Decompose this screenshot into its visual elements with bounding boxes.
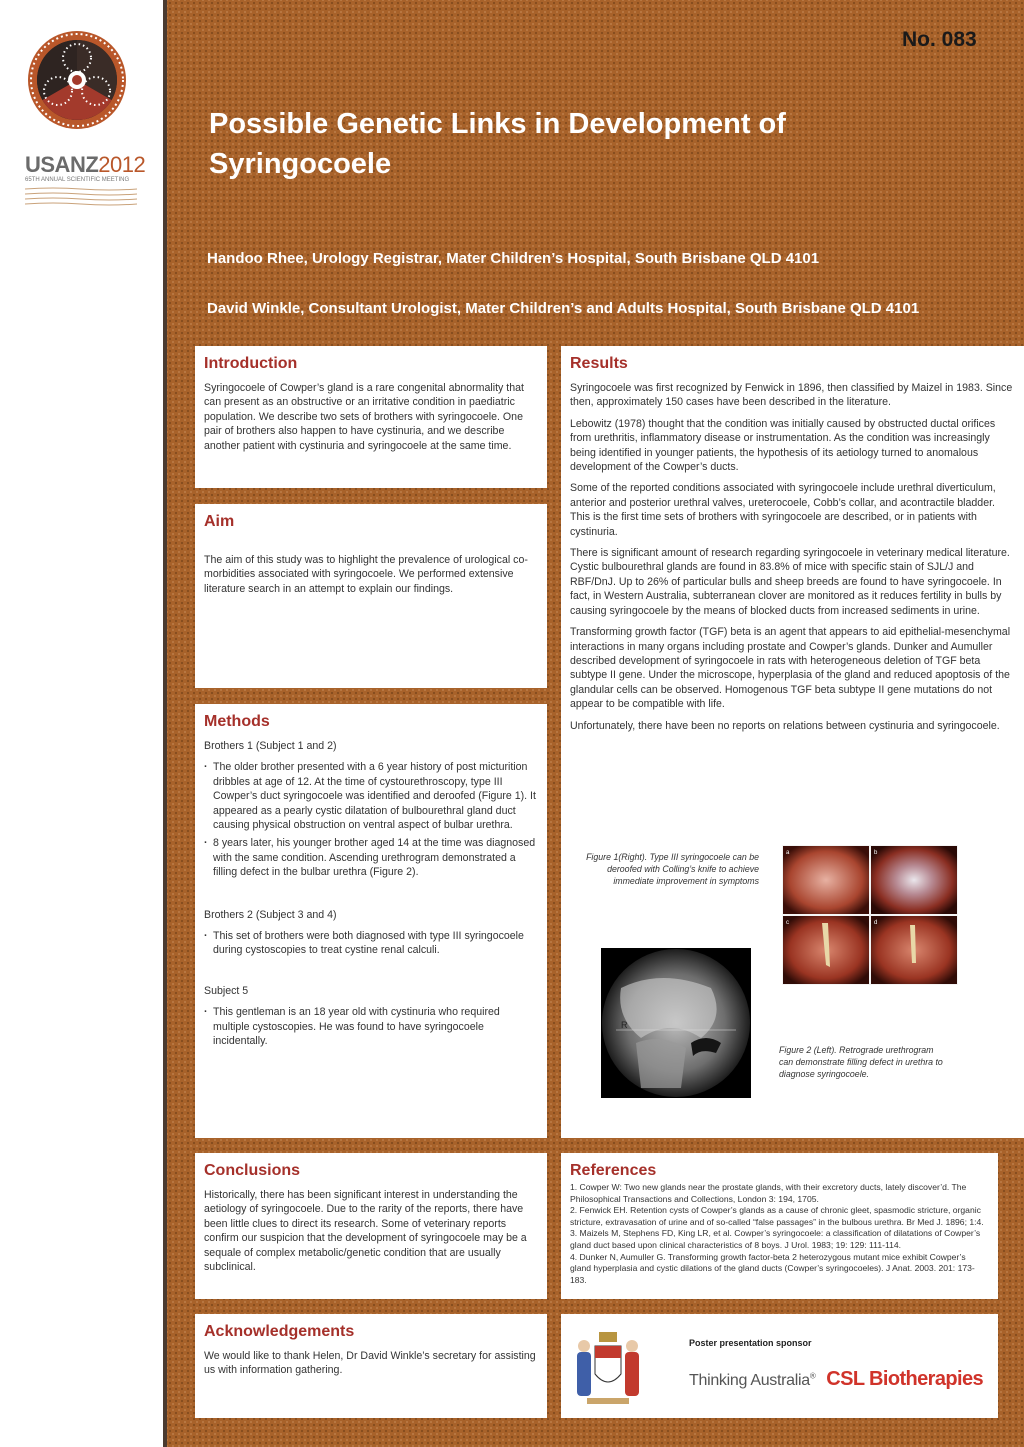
methods-group1-list <box>204 760 538 879</box>
results-paragraph: Lebowitz (1978) thought that the condition was initially caused by obstructed ductal orifices from urethritis, inflammatory disease or instrumentation. As the condition was increasingly being identified in younger patients, the hypothesis of its aetiology turned to anomalous development of the Cowper’s ducts. <box>570 417 996 474</box>
list-item: · The older brother presented with a 6 year history of post micturition dribbles at age of 12. At the time of cystourethroscopy, type III Cowper’s duct syringocoele was identified and deroofed (Figure 1). It appeared as a pearly cystic dilatation of bulbourethral gland duct causing physical obstruction on ventral aspect of bulbar urethra. <box>204 760 538 832</box>
author-2: David Winkle, Consultant Urologist, Mater Children’s and Adults Hospital, South Brisbane QLD 4101 <box>207 300 920 317</box>
references-panel <box>561 1153 998 1299</box>
reference-item: 2. Fenwick EH. Retention cysts of Cowper’s glands as a cause of chronic gleet, spasmodic stricture, organic stricture, extravasation of urine and of so-called “false passages” in the bulbous urethra. Br Med J. 1896; 1:4. <box>570 1205 984 1227</box>
list-item: · 8 years later, his younger brother aged 14 at the time was diagnosed with the same condition. Ascending urethrogram demonstrated a filling defect in the bulbar urethra (Figure 2). <box>204 836 538 879</box>
methods-group2-title: Brothers 2 (Subject 3 and 4) <box>204 908 337 921</box>
usanz-logo-text: USANZ2012 <box>25 152 146 177</box>
figure1-endoscopy-image <box>782 845 958 985</box>
poster-number: No. 083 <box>902 28 977 51</box>
methods-group3-list <box>204 1005 538 1048</box>
introduction-text: Syringocoele of Cowper’s gland is a rare congenital abnormality that can present as an obstructive or an irritative condition in paediatric population. We describe two sets of brothers with syringocoele. One pair of brothers also happen to have cystinuria, and we describe another patient with cystinuria and syringocoele at the same time. <box>204 382 524 452</box>
list-item: · This gentleman is an 18 year old with cystinuria who required multiple cystoscopies. He was found to have syringocoele incidentally. <box>204 1005 538 1048</box>
aim-heading: Aim <box>204 513 235 530</box>
methods-panel <box>195 704 547 1138</box>
conclusions-panel <box>195 1153 547 1299</box>
methods-heading: Methods <box>204 713 270 730</box>
sponsor-brand: CSL Biotherapies <box>826 1368 983 1390</box>
list-item: · This set of brothers were both diagnosed with type III syringocoele during cystoscopies to treat cystine renal calculi. <box>204 929 538 958</box>
sponsor-registered-mark: ® <box>809 1371 816 1381</box>
figure1-panel-label: a <box>786 850 790 856</box>
introduction-panel <box>195 346 547 488</box>
decorative-wave-lines-icon <box>25 186 137 206</box>
conclusions-text: Historically, there has been significant interest in understanding the aetiology of syringocoele. Due to the rarity of the reports, there have been little clues to direct its research. Some of veterinary reports confirm our suspicion that the development of syringocoele may be a sequale of complex metabolic/genetic condition that are usually subclinical. <box>204 1189 527 1274</box>
left-margin <box>0 0 163 1447</box>
figure1-caption: Figure 1(Right). Type III syringocoele can be deroofed with Colling’s knife to achieve immediate improvement in symptoms <box>586 852 759 886</box>
figure1-panel-label: c <box>786 920 789 926</box>
figure1-panel-label: d <box>874 920 878 926</box>
figure2-caption: Figure 2 (Left). Retrograde urethrogram can demonstrate filling defect in urethra to diagnose syringocoele. <box>779 1045 943 1079</box>
usanz-logo-emblem <box>25 28 129 132</box>
results-paragraph: Some of the reported conditions associated with syringocoele include urethral diverticulum, anterior and posterior urethral valves, ureterocoele, Cobb’s collar, and acontractile bladder. This is the first time sets of brothers with syringocoele are described, or in patients with cystinuria. <box>570 482 996 538</box>
methods-group3-title: Subject 5 <box>204 984 249 997</box>
author-1: Handoo Rhee, Urology Registrar, Mater Children’s Hospital, South Brisbane QLD 4101 <box>207 250 820 267</box>
usanz-logo-subtitle: 65TH ANNUAL SCIENTIFIC MEETING <box>25 177 130 183</box>
results-paragraph: There is significant amount of research regarding syringocoele in veterinary medical literature. Cystic bulbourethral glands are found in 83.8% of mice with specific stain of SJL/J and RBF/DnJ. Up to 26% of particular bulls and sheep breeds are found to have syringocoele. In fact, in Western Australia, subterranean clover are monitored as it reduces fertility in bulls by causing syringocoele by the means of blocked ducts from increased sediments in urine. <box>570 547 1010 617</box>
reference-item: 4. Dunker N, Aumuller G. Transforming growth factor-beta 2 heterozygous mutant mice exhibit Cowper’s gland hyperplasia and cystic dilations of the gland ducts (Cowper’s syringocoeles). J Anat. 2003. 201: 173-183. <box>570 1251 975 1285</box>
introduction-heading: Introduction <box>204 355 298 372</box>
conclusions-heading: Conclusions <box>204 1162 301 1179</box>
aim-text: The aim of this study was to highlight the prevalence of urological co-morbidities associated with syringocoele. We performed extensive literature search in an attempt to explain our findings. <box>204 554 528 595</box>
references-heading: References <box>570 1162 657 1179</box>
figure1-panel-label: b <box>874 850 878 856</box>
figure2-urethrogram-image <box>601 948 751 1098</box>
sponsor-logo <box>689 1368 983 1391</box>
results-paragraph: Transforming growth factor (TGF) beta is an agent that appears to aid epithelial-mesenchymal interactions in many organs including prostate and Cowper’s glands. Dunker and Aumuller described development of syringocoele in rats with heterogeneous deletion of TGF beta subtype II gene. Under the microscope, hyperplasia of the gland and reduced apoptosis of the glandular cells can be observed. Homogenous TGF beta subtype II gene mutations do not appear to be compatible with life. <box>570 626 1011 711</box>
figure2-xray <box>601 948 751 1098</box>
results-paragraph: Syringocoele was first recognized by Fenwick in 1896, then classified by Maizel in 1983. Since then, approximately 150 cases have been described in the literature. <box>570 382 1013 409</box>
methods-group2-list <box>204 929 538 958</box>
results-heading: Results <box>570 355 628 372</box>
sponsor-panel <box>561 1314 998 1418</box>
sponsor-tagline: Thinking Australia <box>689 1372 810 1389</box>
methods-group1-title: Brothers 1 (Subject 1 and 2) <box>204 740 337 752</box>
results-paragraph: Unfortunately, there have been no reports on relations between cystinuria and syringocoele. <box>570 719 1000 732</box>
acknowledgements-text: We would like to thank Helen, Dr David Winkle’s secretary for assisting us with information gathering. <box>204 1350 536 1377</box>
sponsor-label: Poster presentation sponsor <box>689 1338 812 1348</box>
figure1-panels <box>782 845 958 985</box>
acknowledgements-panel <box>195 1314 547 1418</box>
reference-item: 1. Cowper W: Two new glands near the prostate glands, with their excretory ducts, lately discover’d. The Philosophical Transactions and Collections, London 3: 194, 1705. <box>570 1182 967 1204</box>
acknowledgements-heading: Acknowledgements <box>204 1323 355 1340</box>
figure2-marker: R <box>621 1020 628 1030</box>
aim-panel <box>195 504 547 688</box>
coat-of-arms-icon <box>573 1324 643 1408</box>
poster-title: Possible Genetic Links in Development of Syringocoele <box>209 108 786 180</box>
reference-item: 3. Maizels M, Stephens FD, King LR, et al. Cowper’s syringocoele: a classification of dilatations of Cowper’s gland duct based upon clinical characteristics of 8 boys. J Urol. 1983; 19: 129: 111-114. <box>570 1228 981 1250</box>
